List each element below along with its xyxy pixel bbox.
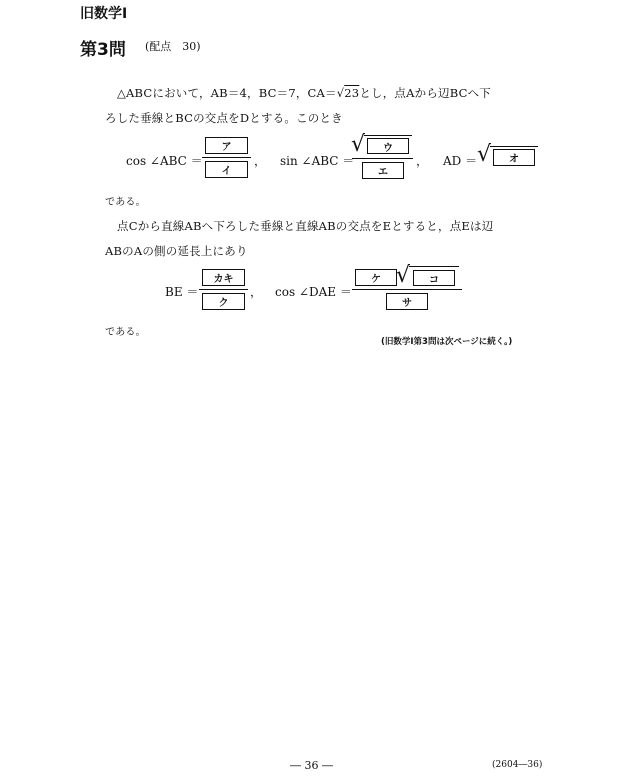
sqrt-sign-o: √ [477, 142, 492, 167]
answer-box-i[interactable]: イ [205, 161, 248, 178]
exam-code: (2604―36) [492, 760, 543, 770]
intro-line-2: ろした垂線とBCの交点をDとする。このとき [105, 111, 343, 125]
answer-box-u[interactable]: ウ [367, 138, 409, 154]
sqrt-sign-u: √ [351, 132, 366, 157]
sin-abc-label: sin ∠ABC ＝ [280, 154, 355, 168]
fraction-bar-cos-abc [202, 157, 251, 158]
answer-box-o[interactable]: オ [493, 149, 535, 166]
continue-note: (旧数学Ⅰ第3問は次ページに続く。) [381, 337, 513, 347]
fraction-bar-cos-dae [352, 289, 462, 290]
answer-box-sa[interactable]: サ [386, 293, 428, 310]
fraction-bar-be [199, 289, 248, 290]
points-label: (配点 30) [145, 40, 201, 53]
comma-3: ， [250, 285, 263, 299]
fraction-bar-sin-abc [352, 158, 413, 159]
cos-abc-label: cos ∠ABC ＝ [126, 154, 203, 168]
page-number: ― 36 ― [290, 759, 333, 772]
answer-box-kaki[interactable]: カキ [202, 269, 245, 286]
ca-radicand: 23 [344, 86, 360, 100]
sqrt-overline-ko [409, 266, 459, 267]
sqrt-sign-ko: √ [396, 263, 411, 288]
cos-dae-label: cos ∠DAE ＝ [275, 285, 352, 299]
comma-2: ， [416, 154, 429, 168]
answer-box-ku[interactable]: ク [202, 293, 245, 310]
para2-line-2: ABのAの側の延長上にあり [105, 244, 248, 258]
be-label: BE ＝ [165, 285, 199, 299]
intro-line-1-pre: △ABCにおいて，AB＝4，BC＝7，CA＝ [117, 86, 337, 100]
subject-header: 旧数学Ⅰ [80, 6, 128, 22]
answer-box-a[interactable]: ア [205, 137, 248, 154]
ca-sqrt: √23 [336, 86, 360, 100]
answer-box-ko[interactable]: コ [413, 270, 455, 286]
para2-line-1: 点Cから直線ABへ下ろした垂線と直線ABの交点をEとすると，点Eは辺 [117, 219, 494, 233]
ad-label: AD ＝ [443, 154, 478, 168]
text-dearu-2: である。 [105, 327, 146, 338]
answer-box-e[interactable]: エ [362, 162, 404, 179]
answer-box-ke[interactable]: ケ [355, 269, 397, 286]
question-title: 第3問 [80, 40, 126, 60]
sqrt-overline-u [364, 135, 412, 136]
sqrt-overline-o [490, 146, 538, 147]
text-dearu-1: である。 [105, 197, 146, 208]
comma-1: ， [254, 154, 267, 168]
intro-line-1-post: とし，点Aから辺BCへ下 [359, 86, 491, 100]
intro-line-1 [117, 85, 491, 101]
